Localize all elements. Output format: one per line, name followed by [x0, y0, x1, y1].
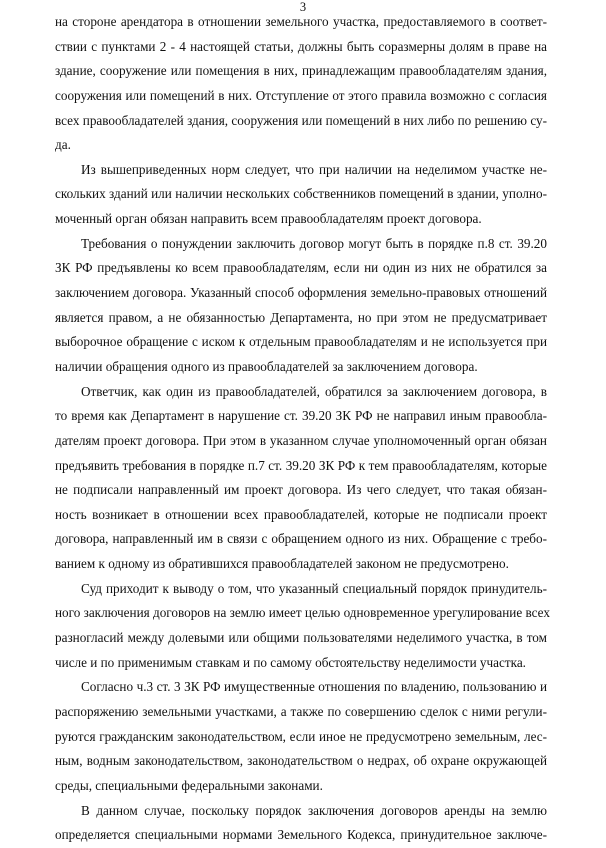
page-number: 3 — [299, 0, 307, 14]
text-line: числе и по применимым ставкам и по самому обстоятельству неделимости участка. — [55, 654, 526, 670]
text-line: дателям проект договора. При этом в указанном случае уполномоченный орган обязан — [55, 432, 547, 448]
text-line: распоряжению земельными участками, а также по совершению сделок с ними регули- — [55, 703, 547, 719]
text-line: не подписали направленный им проект договора. Из чего следует, что такая обязан- — [55, 482, 547, 498]
text-line: наличии обращения одного из правообладателей за заключением договора. — [55, 358, 478, 374]
text-line: предъявить требования в порядке п.7 ст. 39.20 ЗК РФ к тем правообладателям, которые — [55, 457, 547, 473]
text-line: Требования о понуждении заключить договор могут быть в порядке п.8 ст. 39.20 — [81, 235, 547, 251]
text-line: разногласий между долевыми или общими пользователями неделимого участка, в том — [55, 630, 547, 646]
paragraph — [55, 799, 547, 848]
paragraph — [55, 158, 547, 232]
text-line: руются гражданским законодательством, если иное не предусмотрено земельным, лес- — [55, 728, 547, 744]
text-line: Ответчик, как один из правообладателей, обратился за заключением договора, в — [81, 383, 547, 399]
paragraph — [55, 675, 547, 798]
text-line: здание, сооружение или помещения в них, принадлежащим правообладателям здания, — [55, 63, 547, 79]
text-line: среды, специальными федеральными законами. — [55, 777, 323, 793]
text-line: ЗК РФ предъявлены ко всем правообладателям, если ни один из них не обратился за — [55, 260, 547, 276]
text-line: ным, водным законодательством, законодательством о недрах, об охране окружающей — [55, 753, 547, 769]
text-line: ного заключения договоров на землю имеет целью одновременное урегулирование всех — [55, 605, 550, 621]
text-line: моченный орган обязан направить всем правообладателям проект договора. — [55, 211, 482, 227]
text-line: договора, направленный им в связи с обращением одного из них. Обращение с требо- — [55, 531, 547, 547]
paragraph — [55, 10, 547, 158]
text-line: ствии с пунктами 2 - 4 настоящей статьи, должны быть соразмерны долям в праве на — [55, 38, 547, 54]
text-line: всех правообладателей здания, сооружения или помещений в них либо по решению су- — [55, 112, 547, 128]
text-line: да. — [55, 137, 71, 153]
text-line: заключением договора. Указанный способ оформления земельно-правовых отношений — [55, 285, 547, 301]
text-line: сооружения или помещений в них. Отступление от этого правила возможно с согласия — [55, 87, 547, 103]
text-line: определяется специальными нормами Земельного Кодекса, принудительное заключе- — [55, 827, 547, 843]
paragraph — [55, 232, 547, 380]
paragraph — [55, 577, 550, 676]
text-line: выборочное обращение с иском к отдельным правообладателям и не используется при — [55, 334, 547, 350]
text-line: на стороне арендатора в отношении земельного участка, предоставляемого в соответ- — [55, 14, 547, 29]
text-line: Из вышеприведенных норм следует, что при наличии на неделимом участке не- — [81, 161, 547, 177]
text-line: скольких зданий или наличии нескольких собственников помещений в здании, уполно- — [55, 186, 547, 202]
text-line: В данном случае, поскольку порядок заключения договоров аренды на землю — [81, 802, 547, 818]
text-line: Согласно ч.3 ст. 3 ЗК РФ имущественные отношения по владению, пользованию и — [81, 679, 547, 695]
text-line: то время как Департамент в нарушение ст. 39.20 ЗК РФ не направил иным правообла- — [55, 408, 547, 424]
text-line: ванием к одному из обратившихся правообладателей законом не предусмотрено. — [55, 556, 509, 572]
text-line: ность возникает в отношении всех правообладателей, которые не подписали проект — [55, 506, 547, 522]
text-line: является правом, а не обязанностью Департамента, но при этом не предусматривает — [55, 309, 547, 325]
text-line: Суд приходит к выводу о том, что указанный специальный порядок принудитель- — [81, 580, 547, 596]
document-body — [55, 10, 550, 848]
paragraph — [55, 380, 547, 577]
